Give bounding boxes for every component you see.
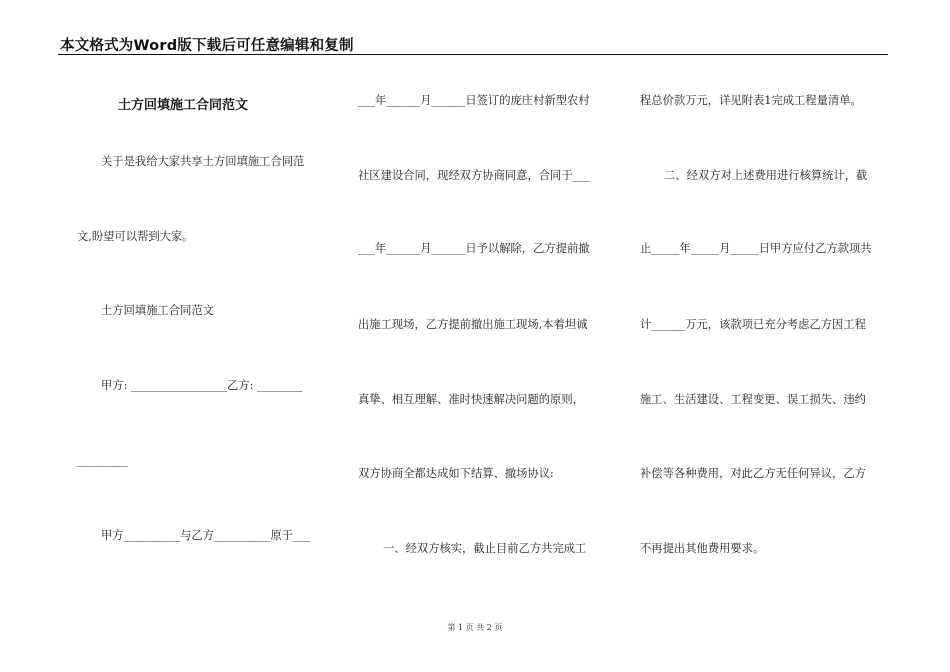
paragraph-line: 社区建设合同，现经双方协商同意，合同于___ <box>358 169 590 182</box>
paragraph-line: 不再提出其他费用要求。 <box>640 542 765 555</box>
paragraph-line: 施工、生活建设、工程变更、误工损失、违约 <box>640 393 866 406</box>
paragraph-line: 补偿等各种费用，对此乙方无任何异议，乙方 <box>640 467 866 480</box>
document-title: 土方回填施工合同范文 <box>118 98 249 113</box>
paragraph-line: 止_____年_____月_____日甲方应付乙方款项共 <box>640 242 872 255</box>
page-indicator: 第 1 页 共 2 页 <box>447 623 503 632</box>
paragraph-line: 一、经双方核实，截止目前乙方共完成工 <box>383 542 587 555</box>
paragraph-line: 甲方: _________________乙方: ________ <box>101 379 303 392</box>
paragraph-line: 出施工现场，乙方提前撤出施工现场,本着坦诚 <box>358 318 588 331</box>
paragraph-line: 关于是我给大家共享土方回填施工合同范 <box>101 155 305 168</box>
paragraph-line: 甲方__________与乙方__________原于___ <box>101 529 310 542</box>
paragraph-line: 计______万元，该款项已充分考虑乙方因工程 <box>640 318 866 331</box>
paragraph-line: 程总价款万元，详见附表1完成工程量清单。 <box>640 94 862 107</box>
paragraph-line: ___年______月______日予以解除，乙方提前撤 <box>358 242 590 255</box>
paragraph-line: ___年______月______日签订的庞庄村新型农村 <box>358 94 590 107</box>
paragraph-line: 文,盼望可以帮到大家。 <box>77 230 194 243</box>
paragraph-line: 二、经双方对上述费用进行核算统计，截 <box>664 169 868 182</box>
page-header-text: 本文格式为Word版下载后可任意编辑和复制 <box>60 38 354 54</box>
paragraph-line: 真挚、相互理解、准时快速解决问题的原则， <box>358 393 584 406</box>
paragraph-line: 土方回填施工合同范文 <box>101 304 214 317</box>
paragraph-line: _________ <box>77 454 128 467</box>
paragraph-line: 双方协商全都达成如下结算、撤场协议: <box>358 467 554 480</box>
